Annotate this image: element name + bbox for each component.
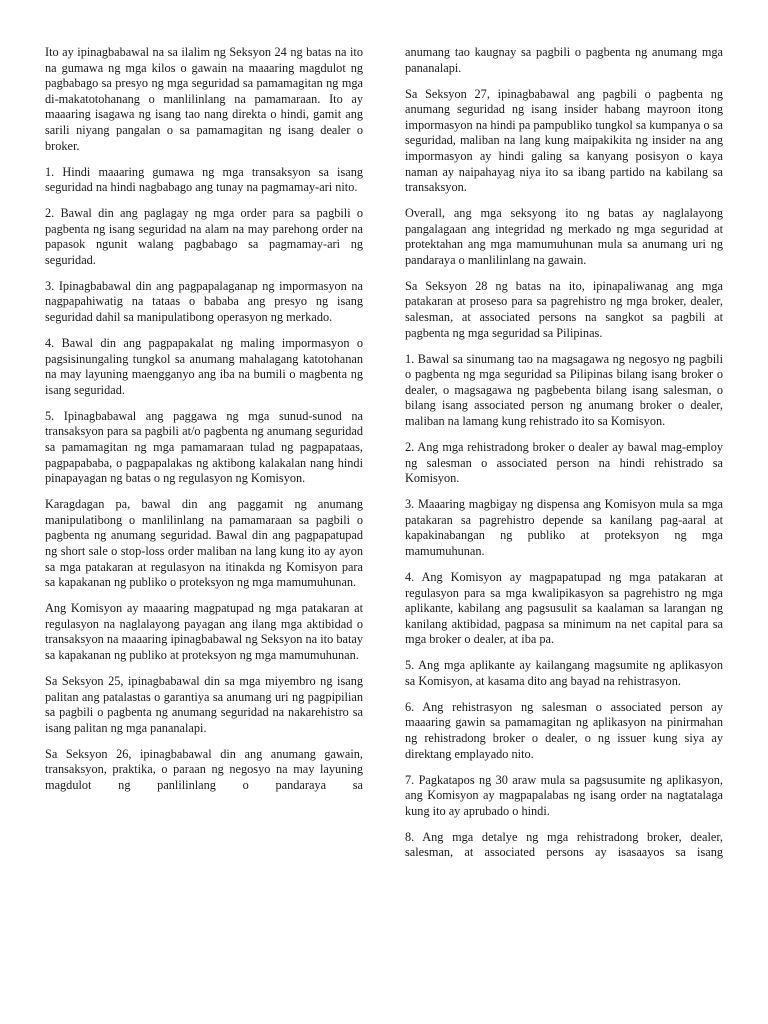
paragraph-rule-2: 2. Ang mga rehistradong broker o dealer ay bawal mag-employ ng salesman o associated person na hindi rehistrado sa Komisyon. <box>405 440 723 486</box>
paragraph-rule-4: 4. Ang Komisyon ay magpapatupad ng mga patakaran at regulasyon para sa mga kwalipikasyon sa pagrehistro ng mga aplikante, kabilang ang pagsusulit sa kaalaman sa larangan ng kanilang aktibidad, pagpasa sa minimum na net capital para sa mga broker o dealer, at iba pa. <box>405 569 723 647</box>
paragraph-item-5: 5. Ipinagbabawal ang paggawa ng mga sunud-sunod na transaksyon para sa pagbili at/o pagbenta ng anumang seguridad sa pamamagitan ng mga pamamaraan tulad ng pagpapataas, pagpapababa, o pagpapalakas ng aktibong kalakalan nang hindi pinapayagan ng batas o ng regulasyon ng Komisyon. <box>45 408 363 486</box>
paragraph-intro: Ito ay ipinagbabawal na sa ilalim ng Seksyon 24 ng batas na ito na gumawa ng mga kilos o gawain na maaaring magdulot ng pagbabago sa presyo ng mga seguridad sa pamamagitan ng mga di-makatotohanang o manlilinlang na pamamaraan. Ito ay maaaring isagawa ng isang tao nang direkta o hindi, gamit ang sarili niyang pangalan o sa pamamagitan ng isang dealer o broker. <box>45 45 363 153</box>
paragraph-rule-8: 8. Ang mga detalye ng mga rehistradong broker, dealer, salesman, at associated persons ay isasaayos sa isang <box>405 829 723 860</box>
right-text-column <box>405 45 723 861</box>
paragraph-seksyon-28: Sa Seksyon 28 ng batas na ito, ipinapaliwanag ang mga patakaran at proseso para sa pagrehistro ng mga broker, dealer, salesman, at associated persons na sangkot sa pagbili at pagbenta ng mga seguridad sa Pilipinas. <box>405 278 723 340</box>
paragraph-karagdagan: Karagdagan pa, bawal din ang paggamit ng anumang manipulatibong o manlilinlang na pamamaraan sa pagbili o pagbenta ng anumang seguridad. Bawal din ang pagpapatupad ng short sale o stop-loss order maliban na lang kung ito ay ayon sa mga patakaran at regulasyon na itinakda ng Komisyon para sa kapakanan ng publiko o proteksyon ng mga mamumuhunan. <box>45 497 363 590</box>
paragraph-item-3: 3. Ipinagbabawal din ang pagpapalaganap ng impormasyon na nagpapahiwatig na tataas o bababa ang presyo ng isang seguridad dahil sa manipulatibong operasyon ng merkado. <box>45 278 363 325</box>
paragraph-item-2: 2. Bawal din ang paglagay ng mga order para sa pagbili o pagbenta ng isang seguridad na alam na may parehong order na papasok ngunit walang pagbabago sa pagmamay-ari ng seguridad. <box>45 206 363 267</box>
paragraph-rule-5: 5. Ang mga aplikante ay kailangang magsumite ng aplikasyon sa Komisyon, at kasama dito ang bayad na rehistrasyon. <box>405 658 723 688</box>
paragraph-seksyon-25: Sa Seksyon 25, ipinagbabawal din sa mga miyembro ng isang palitan ang patalastas o garantiya sa anumang uri ng pagpipilian sa pagbili o pagbenta ng anumang seguridad na nakarehistro sa isang palitan ng mga pananalapi. <box>45 673 363 735</box>
paragraph-rule-1: 1. Bawal sa sinumang tao na magsagawa ng negosyo ng pagbili o pagbenta ng mga seguridad sa Pilipinas bilang isang broker o dealer, o magsagawa ng pagbebenta bilang isang salesman, o bilang isang associated person ng anumang broker o dealer, maliban na lamang kung rehistrado ito sa Komisyon. <box>405 351 723 429</box>
left-text-column <box>45 45 363 793</box>
paragraph-rule-7: 7. Pagkatapos ng 30 araw mula sa pagsusumite ng aplikasyon, ang Komisyon ay magpapalabas ng isang order na nagtatalaga kung ito ay aprubado o hindi. <box>405 772 723 818</box>
paragraph-komisyon: Ang Komisyon ay maaaring magpatupad ng mga patakaran at regulasyon na naglalayong payagan ang ilang mga aktibidad o transaksyon na maaaring ipinagbabawal ng Seksyon na ito batay sa kapakanan ng publiko at proteksyon ng mga mamumuhunan. <box>45 601 363 662</box>
paragraph-overall: Overall, ang mga seksyong ito ng batas ay naglalayong pangalagaan ang integridad ng merkado ng mga seguridad at protektahan ang mga mamumuhunan mula sa anumang uri ng pandaraya o manlilinlang na gawain. <box>405 206 723 267</box>
paragraph-rule-3: 3. Maaaring magbigay ng dispensa ang Komisyon mula sa mga patakaran sa pagrehistro depende sa kanilang pag-aaral at kapakinabangan ng publiko at proteksyon ng mga mamumuhunan. <box>405 497 723 558</box>
paragraph-item-4: 4. Bawal din ang pagpapakalat ng maling impormasyon o pagsisinungaling tungkol sa anumang mahalagang katotohanan na may layuning maengganyo ang iba na bumili o magbenta ng isang seguridad. <box>45 336 363 397</box>
paragraph-item-1: 1. Hindi maaaring gumawa ng mga transaksyon sa isang seguridad na hindi nagbabago ang tunay na pagmamay-ari nito. <box>45 164 363 195</box>
paragraph-seksyon-27: Sa Seksyon 27, ipinagbabawal ang pagbili o pagbenta ng anumang seguridad ng isang insider habang mayroon itong impormasyon na hindi pa pampubliko tungkol sa kumpanya o sa seguridad, maliban na lang kung maipakikita ng insider na ang impormasyon ay hindi galing sa kanyang posisyon o kaya naman ay naipahayag niya ito sa ibang partido na kabilang sa transaksyon. <box>405 86 723 195</box>
paragraph-seksyon-26: Sa Seksyon 26, ipinagbabawal din ang anumang gawain, transaksyon, praktika, o paraan ng negosyo na may layuning magdulot ng panlilinlang o pandaraya sa <box>45 746 363 792</box>
paragraph-rule-6: 6. Ang rehistrasyon ng salesman o associated person ay maaaring gawin sa pamamagitan ng aplikasyon na pinirmahan ng rehistradong broker o dealer, o ng issuer kung siya ay direktang emplayado nito. <box>405 699 723 761</box>
paragraph-continuation: anumang tao kaugnay sa pagbili o pagbenta ng anumang mga pananalapi. <box>405 45 723 75</box>
